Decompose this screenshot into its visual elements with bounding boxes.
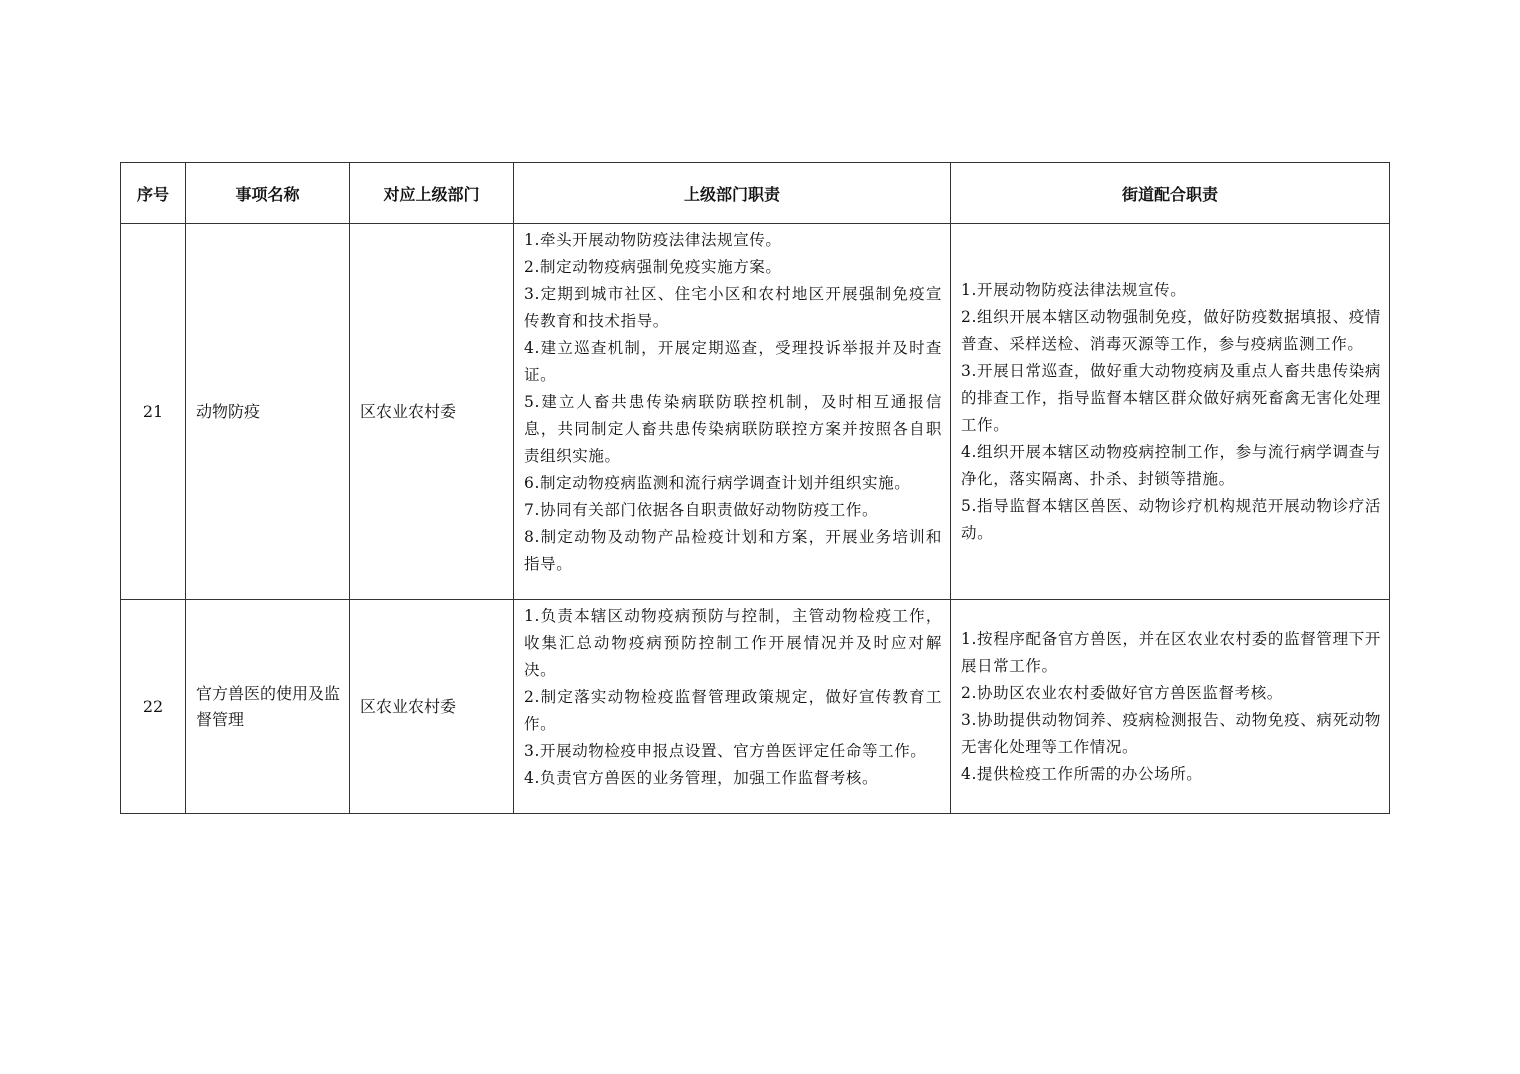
duty-item: 4.提供检疫工作所需的办公场所。: [961, 765, 1203, 783]
duty-item: 7.协同有关部门依据各自职责做好动物防疫工作。: [524, 501, 879, 519]
duty-item: 1.牵头开展动物防疫法律法规宣传。: [524, 231, 782, 249]
street-duty-list: [961, 626, 1381, 788]
row-dept: 区农业农村委: [350, 600, 514, 814]
duty-item: 3.开展动物检疫申报点设置、官方兽医评定任命等工作。: [524, 742, 927, 760]
row-seq: 21: [121, 224, 186, 600]
duty-item: 1.开展动物防疫法律法规宣传。: [961, 281, 1187, 299]
duty-item: 3.协助提供动物饲养、疫病检测报告、动物免疫、病死动物无害化处理等工作情况。: [961, 711, 1381, 756]
duty-item: 1.负责本辖区动物疫病预防与控制，主管动物检疫工作，收集汇总动物疫病预防控制工作开展情况并及时应对解决。: [524, 607, 942, 679]
row-street-duties: [951, 224, 1390, 600]
duty-item: 8.制定动物及动物产品检疫计划和方案，开展业务培训和指导。: [524, 528, 942, 573]
duty-item: 4.建立巡查机制，开展定期巡查，受理投诉举报并及时查证。: [524, 339, 942, 384]
duty-item: 5.指导监督本辖区兽医、动物诊疗机构规范开展动物诊疗活动。: [961, 497, 1381, 542]
row-seq: 22: [121, 600, 186, 814]
row-street-duties: [951, 600, 1390, 814]
table-row: [121, 600, 1390, 814]
duty-item: 4.负责官方兽医的业务管理，加强工作监督考核。: [524, 769, 879, 787]
header-row: [121, 163, 1390, 224]
header-street-duties: 街道配合职责: [951, 163, 1390, 224]
header-superior-dept: 对应上级部门: [350, 163, 514, 224]
duty-table: [120, 162, 1390, 814]
row-superior-duties: [514, 600, 951, 814]
duty-item: 2.协助区农业农村委做好官方兽医监督考核。: [961, 684, 1283, 702]
duty-item: 1.按程序配备官方兽医，并在区农业农村委的监督管理下开展日常工作。: [961, 630, 1381, 675]
table-row: [121, 224, 1390, 600]
superior-duty-list: [524, 227, 942, 578]
row-superior-duties: [514, 224, 951, 600]
header-item-name: 事项名称: [186, 163, 350, 224]
row-item-name: 动物防疫: [186, 224, 350, 600]
row-dept: 区农业农村委: [350, 224, 514, 600]
duty-item: 2.制定动物疫病强制免疫实施方案。: [524, 258, 782, 276]
superior-duty-list: [524, 603, 942, 792]
duty-item: 5.建立人畜共患传染病联防联控机制，及时相互通报信息，共同制定人畜共患传染病联防联控方案并按照各自职责组织实施。: [524, 393, 942, 465]
duty-item: 3.定期到城市社区、住宅小区和农村地区开展强制免疫宣传教育和技术指导。: [524, 285, 942, 330]
street-duty-list: [961, 277, 1381, 547]
header-seq: 序号: [121, 163, 186, 224]
duty-item: 3.开展日常巡查，做好重大动物疫病及重点人畜共患传染病的排查工作，指导监督本辖区群众做好病死畜禽无害化处理工作。: [961, 362, 1381, 434]
header-superior-duties: 上级部门职责: [514, 163, 951, 224]
row-item-name: 官方兽医的使用及监督管理: [186, 600, 350, 814]
duty-item: 6.制定动物疫病监测和流行病学调查计划并组织实施。: [524, 474, 911, 492]
duty-item: 2.制定落实动物检疫监督管理政策规定，做好宣传教育工作。: [524, 688, 942, 733]
duty-item: 4.组织开展本辖区动物疫病控制工作，参与流行病学调查与净化，落实隔离、扑杀、封锁等措施。: [961, 443, 1381, 488]
duty-item: 2.组织开展本辖区动物强制免疫，做好防疫数据填报、疫情普查、采样送检、消毒灭源等工作，参与疫病监测工作。: [961, 308, 1381, 353]
